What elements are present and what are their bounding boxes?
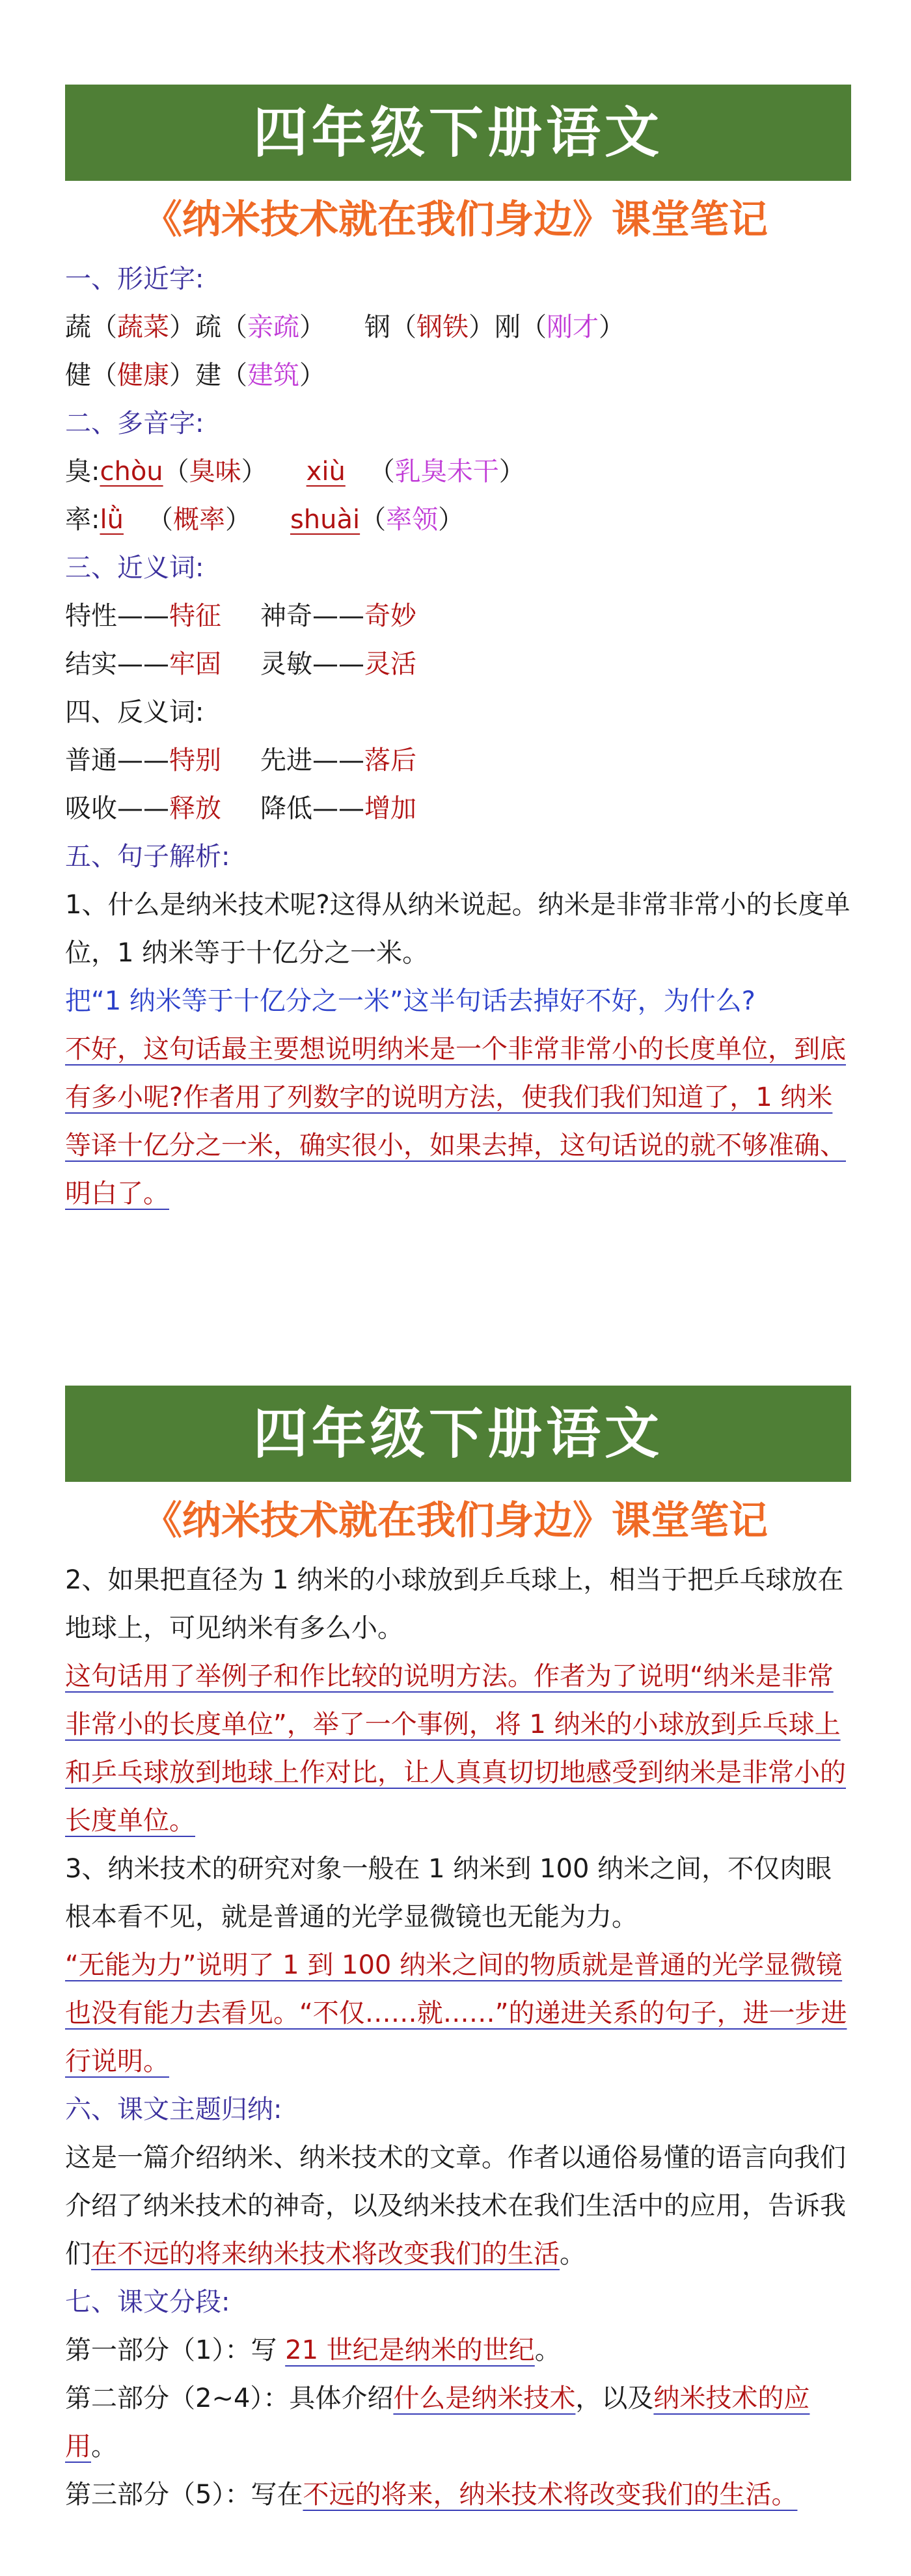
grade-banner: 四年级下册语文 — [65, 85, 851, 181]
answer — [65, 1941, 856, 2086]
section-heading-polyphonic: 二、多音字: — [65, 409, 204, 438]
sentence-paragraph: 1、什么是纳米技术呢?这得从纳米说起。纳米是非常非常小的长度单位，1 纳米等于十亿分之一米。 — [65, 890, 850, 968]
word: 释放 — [169, 794, 221, 824]
similar-chars-row — [65, 351, 856, 399]
word: 乳臭未干 — [394, 457, 499, 487]
synonym-row — [65, 640, 856, 688]
sentence-paragraph: 3、纳米技术的研究对象一般在 1 纳米到 100 纳米之间，不仅肉眼根本看不见，就是普通的光学显微镜也无能为力。 — [65, 1854, 832, 1932]
answer-text: 不好，这句话最主要想说明纳米是一个非常非常小的长度单位，到底有多小呢?作者用了列数字的说明方法，使我们我们知道了，1 纳米等译十亿分之一米，确实很小，如果去掉，这句话说的就不够准确、明白了。 — [65, 1034, 846, 1209]
text: 。 — [91, 2432, 117, 2462]
word: 臭味 — [189, 457, 241, 487]
text: （ — [368, 457, 395, 487]
word: 增加 — [364, 794, 416, 824]
answer-text: 这句话用了举例子和作比较的说明方法。作者为了说明“纳米是非常非常小的长度单位”，举了一个事例，将 1 纳米的小球放到乒乓球上和乒乓球放到地球上作对比，让人真真切切地感受到纳米是非常小的长度单位。 — [65, 1661, 846, 1836]
lesson-title: 《纳米技术就在我们身边》课堂笔记 — [143, 197, 768, 243]
text: ） — [599, 312, 625, 342]
synonym-row — [65, 592, 856, 640]
text: 降低—— — [260, 794, 364, 824]
text: 率: — [65, 505, 100, 535]
word: 概率 — [172, 505, 225, 535]
text: 结实—— — [65, 649, 169, 679]
section-heading-similar-chars: 一、形近字: — [65, 264, 204, 294]
theme-paragraph — [65, 2134, 856, 2278]
text: 蔬（ — [65, 312, 117, 342]
text: ）建（ — [169, 360, 247, 390]
pinyin: xiù — [306, 457, 346, 487]
segment-row — [65, 2374, 856, 2471]
word: 灵活 — [364, 649, 416, 679]
text: 普通—— — [65, 745, 169, 775]
text: 。 — [560, 2239, 586, 2269]
text: 第三部分（5）：写在 — [65, 2480, 303, 2510]
word: 特别 — [169, 745, 221, 775]
sentence-paragraph: 2、如果把直径为 1 纳米的小球放到乒乓球上，相当于把乒乓球放在地球上，可见纳米有多么小。 — [65, 1565, 844, 1643]
highlight: 在不远的将来纳米技术将改变我们的生活 — [91, 2239, 560, 2269]
highlight: 不远的将来，纳米技术将改变我们的生活。 — [303, 2480, 798, 2510]
notes-page-2 — [0, 1334, 911, 2519]
section-heading-synonyms: 三、近义词: — [65, 553, 204, 583]
grade-banner: 四年级下册语文 — [65, 1386, 851, 1482]
notes-page-1 — [0, 0, 911, 1218]
pinyin: lǜ — [100, 505, 124, 535]
highlight: 纳米技术的应用 — [65, 2383, 810, 2462]
answer — [65, 1652, 856, 1845]
text: 钢（ — [364, 312, 416, 342]
word: 亲疏 — [247, 312, 299, 342]
text: ） — [438, 505, 465, 535]
text: （ — [163, 457, 189, 487]
text: 第二部分（2~4）：具体介绍 — [65, 2383, 394, 2413]
text: ）疏（ — [169, 312, 247, 342]
word: 刚才 — [547, 312, 599, 342]
segment-row — [65, 2471, 856, 2519]
lesson-title: 《纳米技术就在我们身边》课堂笔记 — [143, 1498, 768, 1544]
text: 吸收—— — [65, 794, 169, 824]
highlight: 什么是纳米技术 — [393, 2383, 576, 2413]
antonym-row — [65, 785, 856, 833]
section-heading-sentence-analysis: 五、句子解析: — [65, 842, 230, 872]
text: ） — [241, 457, 267, 487]
section-heading-segments: 七、课文分段: — [65, 2287, 230, 2317]
answer — [65, 1025, 856, 1218]
text: ） — [224, 505, 251, 535]
text: 灵敏—— — [260, 649, 364, 679]
page1-content — [0, 255, 856, 1218]
text: ） — [299, 312, 325, 342]
highlight: 21 世纪是纳米的世纪 — [285, 2335, 535, 2365]
text: （ — [360, 505, 387, 535]
polyphonic-row — [65, 496, 856, 544]
pinyin: chòu — [100, 457, 163, 487]
word: 率领 — [386, 505, 439, 535]
text: 。 — [534, 2335, 561, 2365]
word: 奇妙 — [364, 601, 416, 631]
text: ）刚（ — [469, 312, 547, 342]
word: 钢铁 — [416, 312, 469, 342]
text: 神奇—— — [260, 601, 364, 631]
segment-row — [65, 2326, 856, 2374]
text: 健（ — [65, 360, 117, 390]
word: 健康 — [117, 360, 169, 390]
word: 落后 — [364, 745, 416, 775]
pinyin: shuài — [290, 505, 360, 535]
text: ） — [299, 360, 325, 390]
text: 先进—— — [260, 745, 364, 775]
section-heading-antonyms: 四、反义词: — [65, 697, 204, 727]
text: 特性—— — [65, 601, 169, 631]
similar-chars-row — [65, 303, 856, 351]
text: 第一部分（1）：写 — [65, 2335, 286, 2365]
text: 臭: — [65, 457, 100, 487]
word: 牢固 — [169, 649, 221, 679]
question: 把“1 纳米等于十亿分之一米”这半句话去掉好不好，为什么? — [65, 986, 755, 1016]
word: 建筑 — [247, 360, 299, 390]
page2-content — [0, 1556, 856, 2519]
text: ） — [498, 457, 525, 487]
polyphonic-row — [65, 448, 856, 496]
antonym-row — [65, 736, 856, 785]
text: 这是一篇介绍纳米、纳米技术的文章。作者以通俗易懂的语言向我们介绍了纳米技术的神奇，以及纳米技术在我们生活中的应用，告诉我们 — [65, 2143, 846, 2269]
word: 蔬菜 — [117, 312, 169, 342]
word: 特征 — [169, 601, 221, 631]
answer-text: “无能为力”说明了 1 到 100 纳米之间的物质就是普通的光学显微镜也没有能力去看见。“不仅……就……”的递进关系的句子，进一步进行说明。 — [65, 1950, 847, 2076]
text: ，以及 — [575, 2383, 654, 2413]
text: （ — [146, 505, 173, 535]
section-heading-theme: 六、课文主题归纳: — [65, 2095, 282, 2125]
